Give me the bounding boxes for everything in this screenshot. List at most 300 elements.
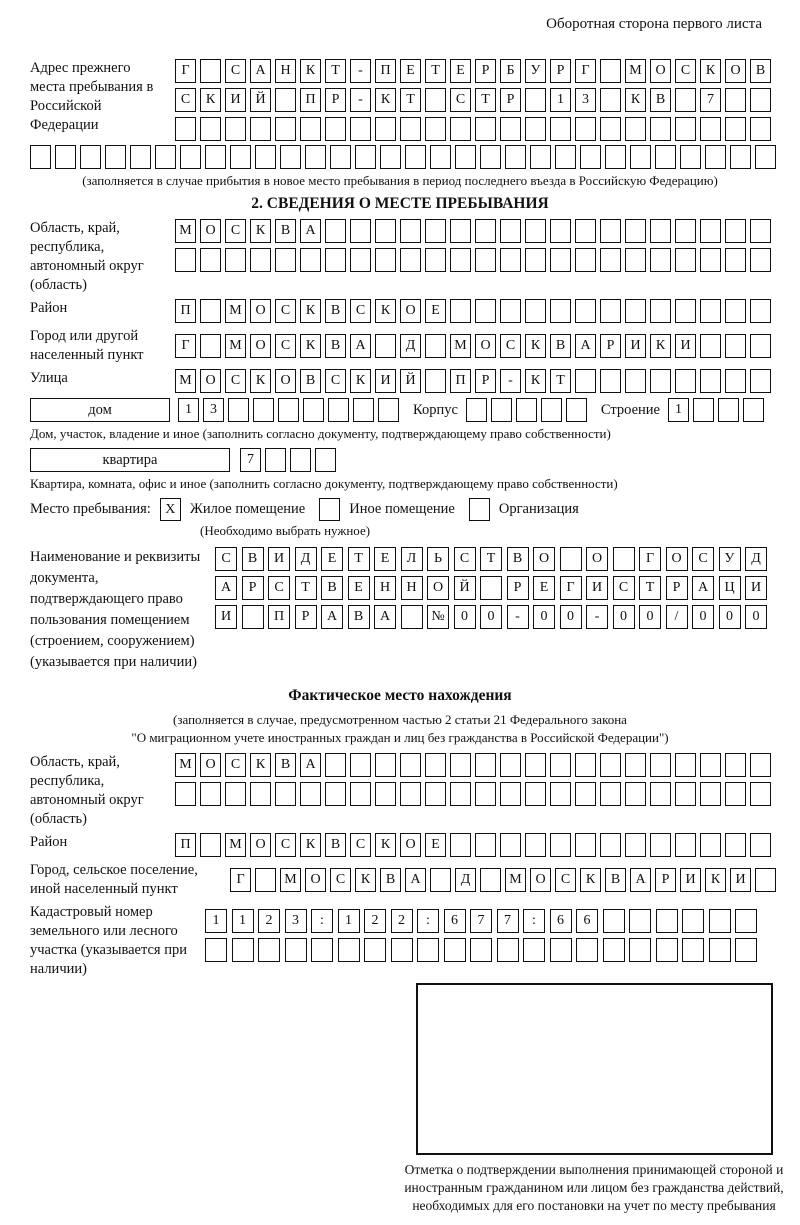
char-cell[interactable]: П (450, 369, 471, 393)
char-cell[interactable]: М (175, 753, 196, 777)
char-cell[interactable] (629, 909, 651, 933)
char-cell[interactable] (600, 59, 621, 83)
char-cell[interactable]: В (750, 59, 771, 83)
char-cell[interactable] (425, 369, 446, 393)
char-cell[interactable]: В (507, 547, 529, 571)
char-cell[interactable] (350, 219, 371, 243)
char-cell[interactable] (725, 299, 746, 323)
char-cell[interactable] (505, 145, 526, 169)
char-cell[interactable]: 1 (668, 398, 689, 422)
char-cell[interactable]: С (268, 576, 290, 600)
char-cell[interactable]: 0 (454, 605, 476, 629)
char-cell[interactable] (725, 833, 746, 857)
char-cell[interactable] (430, 868, 451, 892)
char-cell[interactable]: К (625, 88, 646, 112)
char-cell[interactable] (364, 938, 386, 962)
char-cell[interactable] (275, 117, 296, 141)
char-cell[interactable]: В (242, 547, 264, 571)
char-cell[interactable] (743, 398, 764, 422)
char-cell[interactable] (600, 753, 621, 777)
char-cell[interactable]: Е (533, 576, 555, 600)
char-cell[interactable]: 1 (550, 88, 571, 112)
char-cell[interactable]: О (530, 868, 551, 892)
char-cell[interactable]: С (500, 334, 521, 358)
char-cell[interactable]: М (450, 334, 471, 358)
char-cell[interactable]: В (605, 868, 626, 892)
char-cell[interactable] (575, 369, 596, 393)
char-cell[interactable] (470, 938, 492, 962)
char-cell[interactable] (180, 145, 201, 169)
char-cell[interactable]: В (325, 299, 346, 323)
char-cell[interactable]: Р (475, 369, 496, 393)
char-cell[interactable]: А (300, 219, 321, 243)
char-cell[interactable]: А (300, 753, 321, 777)
char-cell[interactable]: Т (425, 59, 446, 83)
char-cell[interactable]: О (586, 547, 608, 571)
char-cell[interactable] (375, 334, 396, 358)
char-cell[interactable] (541, 398, 562, 422)
char-cell[interactable]: Т (639, 576, 661, 600)
char-cell[interactable] (228, 398, 249, 422)
char-cell[interactable] (725, 753, 746, 777)
char-cell[interactable] (200, 59, 221, 83)
char-cell[interactable] (650, 753, 671, 777)
char-cell[interactable]: О (305, 868, 326, 892)
char-cell[interactable]: П (300, 88, 321, 112)
char-cell[interactable] (525, 833, 546, 857)
char-cell[interactable] (700, 117, 721, 141)
char-cell[interactable]: К (700, 59, 721, 83)
char-cell[interactable]: К (300, 59, 321, 83)
char-cell[interactable] (603, 938, 625, 962)
char-cell[interactable] (450, 219, 471, 243)
char-cell[interactable]: - (586, 605, 608, 629)
char-cell[interactable] (525, 299, 546, 323)
char-cell[interactable]: С (450, 88, 471, 112)
char-cell[interactable] (250, 782, 271, 806)
char-cell[interactable]: Б (500, 59, 521, 83)
char-cell[interactable]: М (505, 868, 526, 892)
char-cell[interactable] (555, 145, 576, 169)
char-cell[interactable] (709, 938, 731, 962)
char-cell[interactable]: А (374, 605, 396, 629)
char-cell[interactable]: Ь (427, 547, 449, 571)
char-cell[interactable]: Р (507, 576, 529, 600)
char-cell[interactable] (629, 938, 651, 962)
char-cell[interactable] (275, 88, 296, 112)
char-cell[interactable] (338, 938, 360, 962)
char-cell[interactable] (55, 145, 76, 169)
char-cell[interactable] (750, 833, 771, 857)
char-cell[interactable]: М (225, 334, 246, 358)
char-cell[interactable] (755, 868, 776, 892)
char-cell[interactable] (480, 868, 501, 892)
char-cell[interactable]: И (680, 868, 701, 892)
char-cell[interactable] (425, 753, 446, 777)
char-cell[interactable] (200, 782, 221, 806)
char-cell[interactable] (401, 605, 423, 629)
char-cell[interactable]: - (350, 59, 371, 83)
char-cell[interactable]: М (625, 59, 646, 83)
char-cell[interactable] (230, 145, 251, 169)
char-cell[interactable]: : (523, 909, 545, 933)
char-cell[interactable] (500, 219, 521, 243)
char-cell[interactable]: К (200, 88, 221, 112)
char-cell[interactable] (576, 938, 598, 962)
char-cell[interactable]: - (507, 605, 529, 629)
char-cell[interactable] (650, 117, 671, 141)
char-cell[interactable]: 0 (719, 605, 741, 629)
apartment-type-box[interactable]: квартира (30, 448, 230, 472)
char-cell[interactable] (350, 782, 371, 806)
char-cell[interactable] (625, 219, 646, 243)
char-cell[interactable]: Е (400, 59, 421, 83)
char-cell[interactable]: Е (450, 59, 471, 83)
char-cell[interactable]: Е (348, 576, 370, 600)
char-cell[interactable] (130, 145, 151, 169)
char-cell[interactable] (400, 219, 421, 243)
char-cell[interactable]: С (225, 59, 246, 83)
char-cell[interactable] (525, 248, 546, 272)
char-cell[interactable] (225, 248, 246, 272)
char-cell[interactable] (255, 145, 276, 169)
char-cell[interactable]: О (275, 369, 296, 393)
char-cell[interactable]: П (175, 299, 196, 323)
char-cell[interactable]: Л (401, 547, 423, 571)
char-cell[interactable] (255, 868, 276, 892)
char-cell[interactable]: У (719, 547, 741, 571)
char-cell[interactable]: Р (550, 59, 571, 83)
char-cell[interactable] (475, 248, 496, 272)
char-cell[interactable]: В (275, 219, 296, 243)
char-cell[interactable]: С (275, 833, 296, 857)
char-cell[interactable]: Г (230, 868, 251, 892)
char-cell[interactable]: М (225, 299, 246, 323)
char-cell[interactable] (353, 398, 374, 422)
char-cell[interactable]: О (250, 299, 271, 323)
char-cell[interactable]: Р (500, 88, 521, 112)
char-cell[interactable]: Д (400, 334, 421, 358)
char-cell[interactable]: И (730, 868, 751, 892)
char-cell[interactable] (375, 753, 396, 777)
char-cell[interactable]: Т (295, 576, 317, 600)
char-cell[interactable]: Е (374, 547, 396, 571)
char-cell[interactable] (480, 576, 502, 600)
char-cell[interactable] (475, 833, 496, 857)
char-cell[interactable] (625, 753, 646, 777)
char-cell[interactable] (278, 398, 299, 422)
char-cell[interactable] (500, 117, 521, 141)
char-cell[interactable]: 7 (240, 448, 261, 472)
residence-checkbox-org[interactable] (469, 498, 490, 521)
char-cell[interactable] (675, 753, 696, 777)
char-cell[interactable] (750, 334, 771, 358)
char-cell[interactable]: - (500, 369, 521, 393)
char-cell[interactable]: И (745, 576, 767, 600)
char-cell[interactable]: Й (454, 576, 476, 600)
char-cell[interactable] (630, 145, 651, 169)
char-cell[interactable]: В (550, 334, 571, 358)
char-cell[interactable] (425, 117, 446, 141)
char-cell[interactable] (530, 145, 551, 169)
char-cell[interactable] (735, 938, 757, 962)
char-cell[interactable] (325, 219, 346, 243)
char-cell[interactable] (750, 782, 771, 806)
char-cell[interactable]: Р (600, 334, 621, 358)
char-cell[interactable]: Т (480, 547, 502, 571)
char-cell[interactable] (400, 753, 421, 777)
char-cell[interactable] (675, 782, 696, 806)
char-cell[interactable]: О (650, 59, 671, 83)
char-cell[interactable]: 6 (444, 909, 466, 933)
char-cell[interactable] (625, 369, 646, 393)
char-cell[interactable] (300, 248, 321, 272)
char-cell[interactable] (750, 753, 771, 777)
char-cell[interactable] (600, 88, 621, 112)
char-cell[interactable] (550, 117, 571, 141)
char-cell[interactable] (603, 909, 625, 933)
char-cell[interactable] (675, 88, 696, 112)
char-cell[interactable]: К (650, 334, 671, 358)
char-cell[interactable]: М (280, 868, 301, 892)
char-cell[interactable] (400, 782, 421, 806)
char-cell[interactable] (205, 938, 227, 962)
char-cell[interactable] (675, 248, 696, 272)
residence-checkbox-zhiloe[interactable]: X (160, 498, 181, 521)
char-cell[interactable] (425, 782, 446, 806)
char-cell[interactable] (330, 145, 351, 169)
char-cell[interactable]: К (250, 369, 271, 393)
char-cell[interactable]: П (268, 605, 290, 629)
char-cell[interactable]: А (321, 605, 343, 629)
char-cell[interactable]: А (215, 576, 237, 600)
char-cell[interactable]: С (454, 547, 476, 571)
char-cell[interactable] (725, 369, 746, 393)
char-cell[interactable] (750, 219, 771, 243)
char-cell[interactable] (400, 248, 421, 272)
char-cell[interactable] (625, 833, 646, 857)
char-cell[interactable] (175, 782, 196, 806)
char-cell[interactable] (175, 117, 196, 141)
char-cell[interactable] (425, 219, 446, 243)
char-cell[interactable] (680, 145, 701, 169)
char-cell[interactable]: Г (175, 59, 196, 83)
char-cell[interactable]: И (675, 334, 696, 358)
char-cell[interactable] (400, 117, 421, 141)
char-cell[interactable] (700, 753, 721, 777)
char-cell[interactable] (450, 248, 471, 272)
char-cell[interactable] (290, 448, 311, 472)
char-cell[interactable] (600, 219, 621, 243)
char-cell[interactable] (315, 448, 336, 472)
char-cell[interactable]: 0 (639, 605, 661, 629)
char-cell[interactable] (682, 938, 704, 962)
char-cell[interactable]: С (225, 753, 246, 777)
char-cell[interactable]: 2 (364, 909, 386, 933)
char-cell[interactable]: Н (401, 576, 423, 600)
char-cell[interactable] (550, 833, 571, 857)
char-cell[interactable] (475, 753, 496, 777)
char-cell[interactable]: Р (475, 59, 496, 83)
char-cell[interactable] (525, 88, 546, 112)
char-cell[interactable] (328, 398, 349, 422)
char-cell[interactable]: Г (639, 547, 661, 571)
char-cell[interactable] (175, 248, 196, 272)
char-cell[interactable] (450, 299, 471, 323)
char-cell[interactable]: О (475, 334, 496, 358)
char-cell[interactable] (750, 248, 771, 272)
char-cell[interactable] (625, 782, 646, 806)
char-cell[interactable] (675, 299, 696, 323)
char-cell[interactable] (391, 938, 413, 962)
char-cell[interactable]: О (250, 334, 271, 358)
char-cell[interactable]: О (200, 369, 221, 393)
char-cell[interactable] (755, 145, 776, 169)
char-cell[interactable]: С (555, 868, 576, 892)
char-cell[interactable]: С (215, 547, 237, 571)
house-type-box[interactable]: дом (30, 398, 170, 422)
char-cell[interactable] (600, 117, 621, 141)
char-cell[interactable] (613, 547, 635, 571)
char-cell[interactable] (750, 299, 771, 323)
char-cell[interactable] (444, 938, 466, 962)
char-cell[interactable] (425, 88, 446, 112)
char-cell[interactable]: Д (295, 547, 317, 571)
char-cell[interactable] (675, 369, 696, 393)
char-cell[interactable]: 0 (480, 605, 502, 629)
char-cell[interactable]: 6 (576, 909, 598, 933)
char-cell[interactable] (200, 117, 221, 141)
char-cell[interactable]: М (225, 833, 246, 857)
char-cell[interactable] (575, 782, 596, 806)
char-cell[interactable] (500, 248, 521, 272)
char-cell[interactable] (311, 938, 333, 962)
char-cell[interactable] (516, 398, 537, 422)
char-cell[interactable] (523, 938, 545, 962)
char-cell[interactable] (475, 219, 496, 243)
char-cell[interactable] (450, 782, 471, 806)
char-cell[interactable]: 0 (745, 605, 767, 629)
char-cell[interactable] (250, 117, 271, 141)
char-cell[interactable]: А (405, 868, 426, 892)
char-cell[interactable]: А (692, 576, 714, 600)
char-cell[interactable]: М (175, 219, 196, 243)
char-cell[interactable] (525, 753, 546, 777)
char-cell[interactable] (700, 299, 721, 323)
char-cell[interactable]: С (225, 369, 246, 393)
char-cell[interactable]: 1 (338, 909, 360, 933)
char-cell[interactable] (325, 782, 346, 806)
char-cell[interactable]: К (250, 753, 271, 777)
char-cell[interactable]: М (175, 369, 196, 393)
char-cell[interactable] (250, 248, 271, 272)
char-cell[interactable]: С (350, 299, 371, 323)
char-cell[interactable]: С (350, 833, 371, 857)
char-cell[interactable]: К (300, 299, 321, 323)
char-cell[interactable]: 6 (550, 909, 572, 933)
char-cell[interactable]: О (200, 219, 221, 243)
char-cell[interactable] (450, 833, 471, 857)
char-cell[interactable]: В (300, 369, 321, 393)
char-cell[interactable]: С (325, 369, 346, 393)
char-cell[interactable] (525, 219, 546, 243)
char-cell[interactable]: А (250, 59, 271, 83)
char-cell[interactable] (225, 782, 246, 806)
char-cell[interactable]: А (350, 334, 371, 358)
char-cell[interactable]: Й (250, 88, 271, 112)
char-cell[interactable]: Н (275, 59, 296, 83)
char-cell[interactable]: П (175, 833, 196, 857)
char-cell[interactable] (455, 145, 476, 169)
char-cell[interactable]: В (380, 868, 401, 892)
char-cell[interactable]: С (275, 299, 296, 323)
char-cell[interactable]: Р (325, 88, 346, 112)
char-cell[interactable] (300, 117, 321, 141)
char-cell[interactable] (693, 398, 714, 422)
char-cell[interactable] (650, 782, 671, 806)
char-cell[interactable]: Р (655, 868, 676, 892)
char-cell[interactable]: К (355, 868, 376, 892)
char-cell[interactable]: 0 (613, 605, 635, 629)
char-cell[interactable]: - (350, 88, 371, 112)
char-cell[interactable] (750, 369, 771, 393)
char-cell[interactable] (80, 145, 101, 169)
char-cell[interactable] (600, 782, 621, 806)
char-cell[interactable]: № (427, 605, 449, 629)
char-cell[interactable] (575, 219, 596, 243)
char-cell[interactable] (525, 782, 546, 806)
char-cell[interactable] (303, 398, 324, 422)
char-cell[interactable] (375, 248, 396, 272)
char-cell[interactable]: Р (242, 576, 264, 600)
char-cell[interactable] (650, 299, 671, 323)
char-cell[interactable]: К (580, 868, 601, 892)
char-cell[interactable] (325, 117, 346, 141)
char-cell[interactable] (265, 448, 286, 472)
char-cell[interactable] (550, 782, 571, 806)
char-cell[interactable] (725, 782, 746, 806)
char-cell[interactable]: В (275, 753, 296, 777)
char-cell[interactable] (450, 753, 471, 777)
char-cell[interactable]: : (417, 909, 439, 933)
char-cell[interactable]: 3 (285, 909, 307, 933)
char-cell[interactable] (200, 334, 221, 358)
char-cell[interactable] (275, 782, 296, 806)
char-cell[interactable]: В (650, 88, 671, 112)
char-cell[interactable] (500, 299, 521, 323)
char-cell[interactable] (417, 938, 439, 962)
char-cell[interactable] (700, 782, 721, 806)
char-cell[interactable]: С (675, 59, 696, 83)
char-cell[interactable] (380, 145, 401, 169)
char-cell[interactable] (350, 248, 371, 272)
char-cell[interactable]: О (400, 833, 421, 857)
char-cell[interactable] (580, 145, 601, 169)
char-cell[interactable]: Т (325, 59, 346, 83)
char-cell[interactable] (405, 145, 426, 169)
char-cell[interactable] (105, 145, 126, 169)
char-cell[interactable]: В (325, 334, 346, 358)
char-cell[interactable] (600, 833, 621, 857)
char-cell[interactable]: Т (348, 547, 370, 571)
char-cell[interactable]: С (225, 219, 246, 243)
residence-checkbox-inoe[interactable] (319, 498, 340, 521)
char-cell[interactable] (350, 753, 371, 777)
char-cell[interactable] (566, 398, 587, 422)
char-cell[interactable]: Г (560, 576, 582, 600)
char-cell[interactable]: Т (550, 369, 571, 393)
char-cell[interactable]: В (348, 605, 370, 629)
